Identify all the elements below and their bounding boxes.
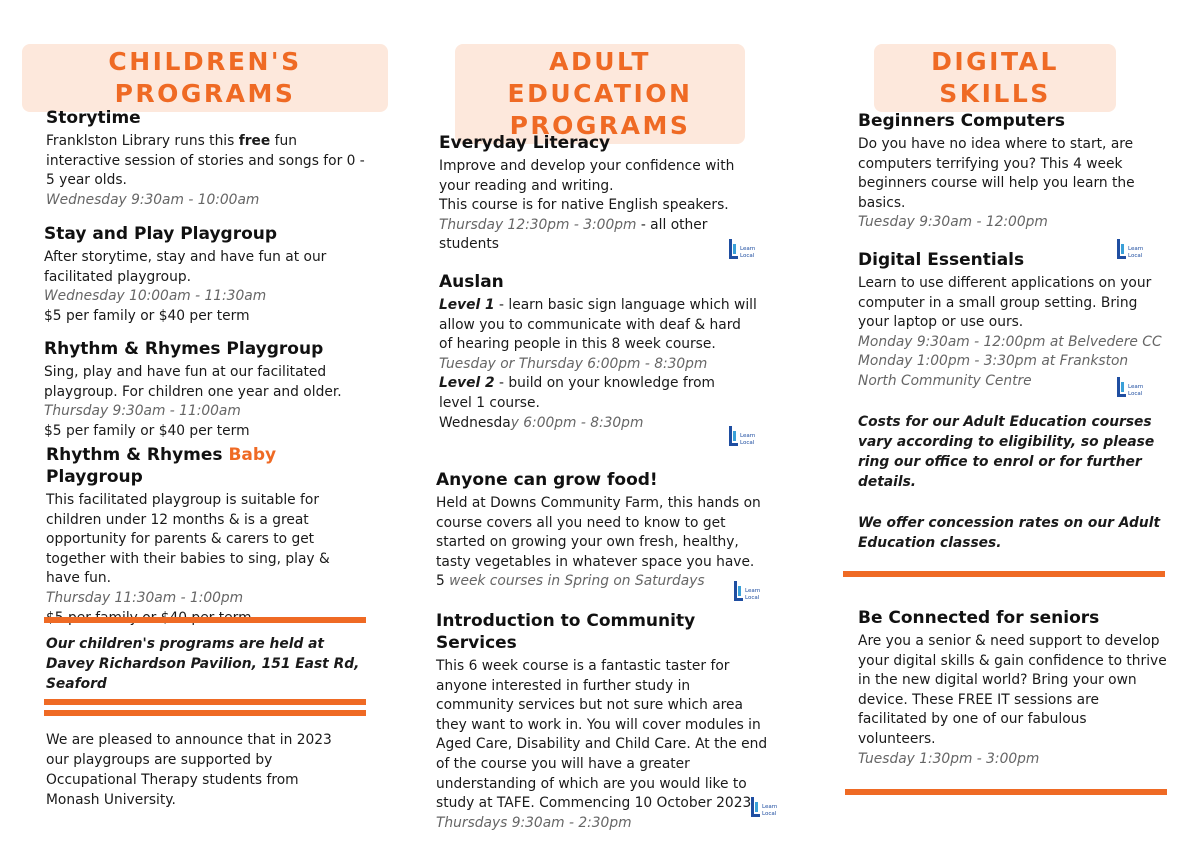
learn-local-logo-text: Local xyxy=(1128,391,1143,397)
community-services-time: Thursdays 9:30am - 2:30pm xyxy=(436,814,632,831)
auslan-level1-time: Tuesday or Thursday 6:00pm - 8:30pm xyxy=(439,355,708,372)
adult-education-title-line1: ADULT EDUCATION xyxy=(507,47,693,108)
stay-play-heading: Stay and Play Playgroup xyxy=(44,224,278,244)
auslan-heading: Auslan xyxy=(439,272,504,292)
be-connected-heading: Be Connected for seniors xyxy=(858,608,1100,628)
auslan-level2: Level 2 - build on your knowledge from level 1 course. xyxy=(439,375,715,411)
digital-essentials-description: Learn to use different applications on your computer in a small group setting. Bring your laptop or use ours. xyxy=(858,275,1152,331)
learn-local-logo-text: Local xyxy=(740,253,755,259)
stay-play-time: Wednesday 10:00am - 11:30am xyxy=(44,288,267,305)
baby-playgroup-time: Thursday 11:30am - 1:00pm xyxy=(46,589,244,606)
learn-local-logo-text: Learn xyxy=(740,433,756,439)
learn-local-logo-text: Local xyxy=(745,595,760,601)
learn-local-logo-text: Local xyxy=(740,440,755,446)
digital-essentials-time-belvedere: Monday 9:30am - 12:00pm at Belvedere CC xyxy=(858,333,1162,350)
baby-playgroup-heading: Rhythm & Rhymes Baby Playgroup xyxy=(46,445,277,487)
digital-essentials-heading: Digital Essentials xyxy=(858,250,1025,270)
be-connected-section xyxy=(858,607,1173,769)
ot-students-announcement: We are pleased to announce that in 2023 our playgroups are supported by Occupational Therapy students from Monash University. xyxy=(46,732,332,808)
concession-note: We offer concession rates on our Adult Education classes. xyxy=(858,515,1161,551)
everyday-literacy-section xyxy=(439,132,761,255)
digital-essentials-section xyxy=(858,249,1183,392)
be-connected-description: Are you a senior & need support to develop your digital skills & gain confidence to thrive in the new digital world? Bring your own device. These FREE IT sessions are facilitated by one of our fabulous volunteers. xyxy=(858,633,1167,747)
beginners-computers-heading: Beginners Computers xyxy=(858,111,1065,131)
beginners-computers-section xyxy=(858,110,1168,233)
learn-local-logo xyxy=(750,796,782,822)
learn-local-logo-text: Learn xyxy=(1128,246,1144,252)
grow-food-time: 5 week courses in Spring on Saturdays xyxy=(436,573,705,590)
childrens-programs-title: CHILDREN'S PROGRAMS xyxy=(108,47,302,108)
storytime-time: Wednesday 9:30am - 10:00am xyxy=(46,191,260,208)
divider-bar xyxy=(843,571,1165,577)
stay-play-description: After storytime, stay and have fun at our facilitated playgroup. xyxy=(44,249,327,285)
learn-local-logo-text: Local xyxy=(1128,253,1143,259)
everyday-literacy-description: Improve and develop your confidence with your reading and writing. xyxy=(439,158,735,194)
digital-skills-header xyxy=(874,44,1116,112)
adult-education-header xyxy=(455,44,745,144)
everyday-literacy-time: Thursday 12:30pm - 3:00pm - all other students xyxy=(439,216,708,253)
beginners-computers-time: Tuesday 9:30am - 12:00pm xyxy=(858,214,1048,231)
stay-play-section xyxy=(44,223,366,326)
rhythm-time: Thursday 9:30am - 11:00am xyxy=(44,403,241,420)
community-services-section xyxy=(436,610,776,833)
stay-play-price: $5 per family or $40 per term xyxy=(44,307,250,324)
digital-skills-title: DIGITAL SKILLS xyxy=(931,47,1059,108)
location-note: Our children's programs are held at Davey Richardson Pavilion, 151 East Rd, Seaford xyxy=(46,636,360,692)
be-connected-time: Tuesday 1:30pm - 3:00pm xyxy=(858,750,1040,767)
learn-local-logo-text: Local xyxy=(762,811,777,817)
beginners-computers-description: Do you have no idea where to start, are computers terrifying you? This 4 week beginners course will help you learn the basics. xyxy=(858,136,1135,211)
grow-food-description: Held at Downs Community Farm, this hands on course covers all you need to know to get started on growing your own fresh, healthy, tasty vegetables in whatever space you have. xyxy=(436,495,761,570)
rhythm-section xyxy=(44,338,366,441)
everyday-literacy-heading: Everyday Literacy xyxy=(439,133,611,153)
digital-essentials-time-frankston: Monday 1:00pm - 3:30pm at Frankston North Community Centre xyxy=(858,353,1129,389)
childrens-programs-header xyxy=(22,44,388,112)
divider-bar xyxy=(44,617,366,623)
divider-bar xyxy=(845,789,1167,795)
divider-bar xyxy=(44,699,366,705)
everyday-literacy-note: This course is for native English speakers. xyxy=(439,197,729,214)
rhythm-heading: Rhythm & Rhymes Playgroup xyxy=(44,339,324,359)
learn-local-logo xyxy=(733,580,765,606)
storytime-section xyxy=(46,107,366,210)
auslan-level2-time: Wednesday 6:00pm - 8:30pm xyxy=(439,414,644,431)
adult-education-title-line2: PROGRAMS xyxy=(509,111,691,140)
baby-playgroup-section xyxy=(46,444,376,628)
community-services-description: This 6 week course is a fantastic taster for anyone interested in further study in community services but not sure which area they want to work in. You will cover modules in Aged Care, Disability and Child Care. At the end of the course you will have a greater understanding of which are you would like to study at TAFE. Commencing 10 October 2023 xyxy=(436,658,768,812)
learn-local-logo xyxy=(728,238,760,264)
rhythm-price: $5 per family or $40 per term xyxy=(44,422,250,439)
costs-note: Costs for our Adult Education courses vary according to eligibility, so please ring our office to enrol or for further details. xyxy=(858,414,1155,490)
storytime-heading: Storytime xyxy=(46,108,141,128)
baby-playgroup-description: This facilitated playgroup is suitable for children under 12 months & is a great opportunity for parents & carers to get together with their babies to sing, play & have fun. xyxy=(46,492,330,587)
grow-food-heading: Anyone can grow food! xyxy=(436,470,658,490)
grow-food-section xyxy=(436,469,766,592)
auslan-section xyxy=(439,271,761,433)
community-services-heading: Introduction to Community Services xyxy=(436,611,696,653)
learn-local-logo xyxy=(728,425,760,451)
rhythm-description: Sing, play and have fun at our facilitated playgroup. For children one year and older. xyxy=(44,364,342,400)
learn-local-logo-text: Learn xyxy=(762,804,778,810)
learn-local-logo-text: Learn xyxy=(740,246,756,252)
learn-local-logo-text: Learn xyxy=(745,588,761,594)
auslan-level1: Level 1 - learn basic sign language which will allow you to communicate with deaf & hard of hearing people in this 8 week course. xyxy=(439,297,757,353)
learn-local-logo-text: Learn xyxy=(1128,384,1144,390)
divider-bar xyxy=(44,710,366,716)
storytime-description: Franklston Library runs this free fun interactive session of stories and songs for 0 - 5 year olds. xyxy=(46,133,365,189)
